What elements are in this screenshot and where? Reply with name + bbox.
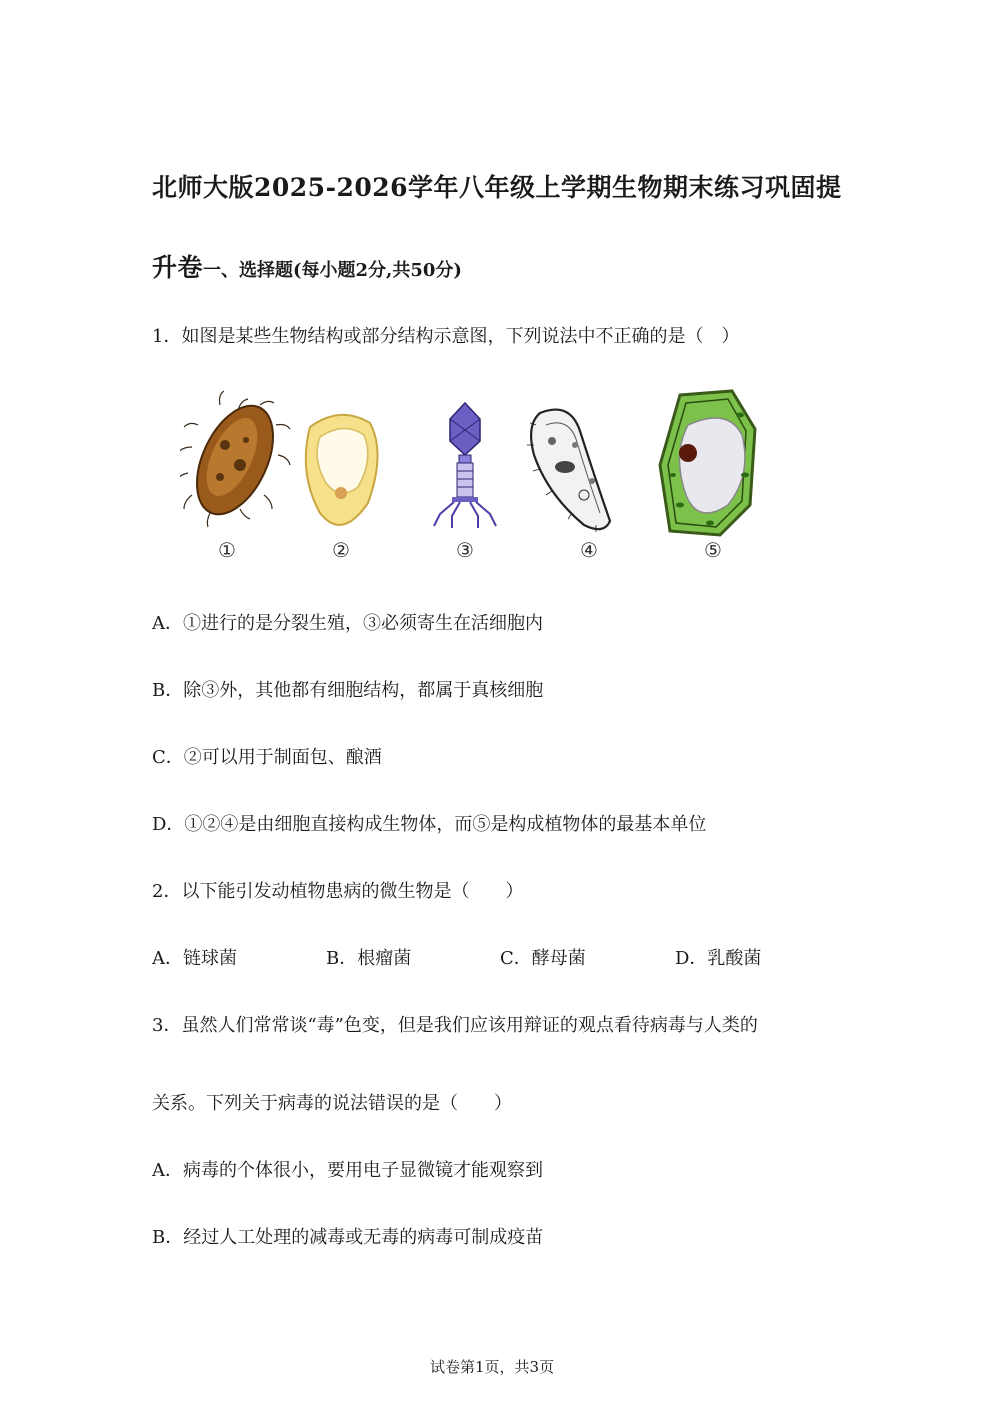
question-3-option-b: B．经过人工处理的减毒或无毒的病毒可制成疫苗 [152,1227,544,1248]
plant-cell-icon [660,391,755,535]
figure-label-1: ① [218,538,236,562]
biology-structures-illustration [180,385,780,565]
question-3-option-a: A．病毒的个体很小，要用电子显微镜才能观察到 [152,1160,543,1181]
question-3-stem-line1: 3．虽然人们常常谈“毒”色变，但是我们应该用辩证的观点看待病毒与人类的 [152,1015,758,1036]
question-2-option-a: A．链球菌 [152,948,237,969]
question-1-option-b: B．除③外，其他都有细胞结构，都属于真核细胞 [152,680,544,701]
bacterium-icon [180,391,290,527]
question-2-option-d: D．乳酸菌 [675,948,762,969]
question-2-option-c: C．酵母菌 [500,948,586,969]
figure-label-5: ⑤ [704,538,722,562]
document-title: 北师大版2025-2026学年八年级上学期生物期末练习巩固提 [152,173,842,202]
bacteriophage-icon [434,403,496,528]
page-footer: 试卷第1页，共3页 [430,1358,555,1376]
question-1-option-d: D．①②④是由细胞直接构成生物体，而⑤是构成植物体的最基本单位 [152,814,707,835]
document-title-line2: 升卷 [152,253,204,282]
yeast-cell-icon [306,415,378,525]
section-heading: 一、选择题(每小题2分,共50分) [203,260,462,281]
question-1-figure [180,385,780,565]
figure-label-3: ③ [456,538,474,562]
question-1-option-c: C．②可以用于制面包、酿酒 [152,747,382,768]
figure-label-2: ② [332,538,350,562]
figure-label-4: ④ [580,538,598,562]
question-2-option-b: B．根瘤菌 [326,948,412,969]
question-3-stem-line2: 关系。下列关于病毒的说法错误的是（ ） [152,1093,512,1114]
title-continuation-and-section [152,248,462,284]
question-1-stem: 1．如图是某些生物结构或部分结构示意图，下列说法中不正确的是（ ） [152,326,740,347]
question-2-stem: 2．以下能引发动植物患病的微生物是（ ） [152,881,524,902]
paramecium-icon [527,410,610,532]
question-1-option-a: A．①进行的是分裂生殖，③必须寄生在活细胞内 [152,613,543,634]
